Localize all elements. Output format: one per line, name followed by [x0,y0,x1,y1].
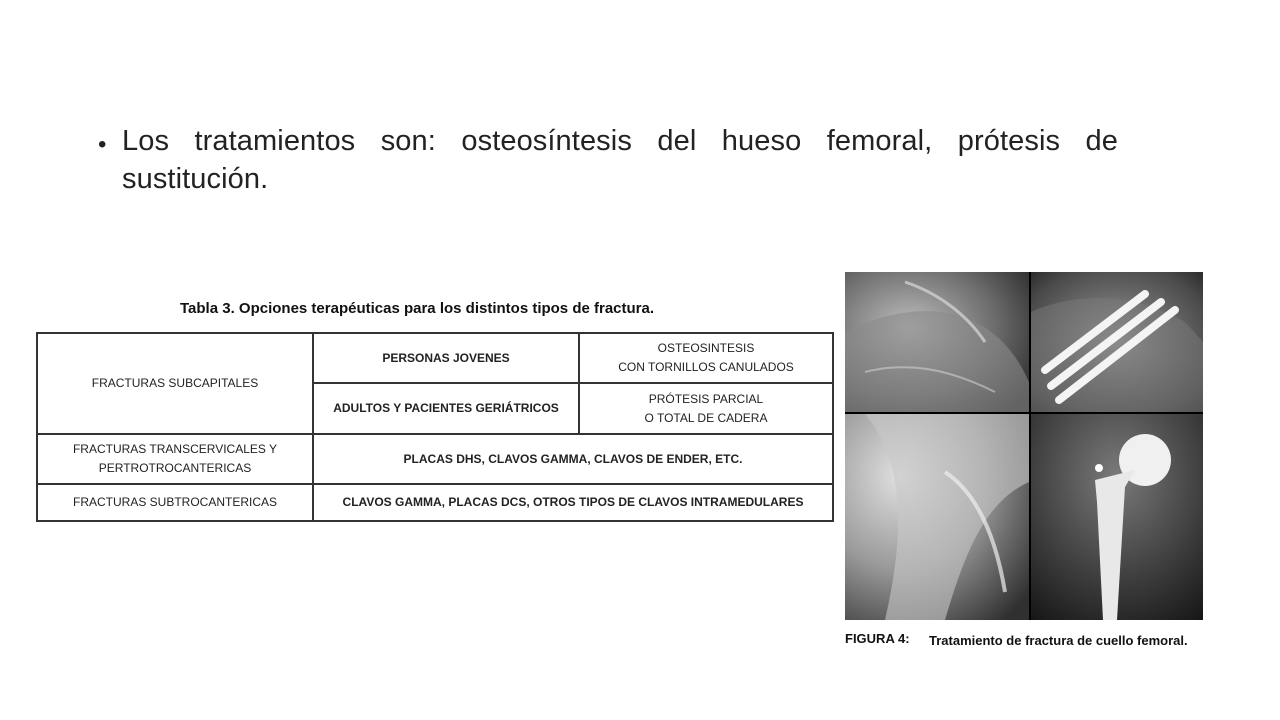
protesis-line-1: PRÓTESIS PARCIAL [648,391,764,406]
cell-subcapitales: FRACTURAS SUBCAPITALES [37,333,313,434]
table-title: Tabla 3. Opciones terapéuticas para los distintos tipos de fractura. [180,300,655,317]
protesis-line-2: O TOTAL DE CADERA [644,410,768,425]
xray-panels [845,272,1203,620]
cell-osteosintesis [579,333,833,383]
bullet-dot: • [98,131,107,158]
osteosintesis-line-1: OSTEOSINTESIS [657,341,755,355]
cell-adultos: ADULTOS Y PACIENTES GERIÁTRICOS [313,383,579,434]
figure-caption-text: Tratamiento de fractura de cuello femoral. [929,633,1188,648]
cell-placas-dhs: PLACAS DHS, CLAVOS GAMMA, CLAVOS DE ENDER, ETC. [313,434,833,484]
cell-protesis [579,383,833,434]
xray-panel-screws [1031,272,1203,412]
table-row [37,484,833,521]
cell-jovenes: PERSONAS JOVENES [313,333,579,383]
figure-label: FIGURA 4: [845,631,910,646]
xray-figure [845,272,1203,620]
bullet-text: Los tratamientos son: osteosíntesis del hueso femoral, prótesis de sustitución. [122,125,1118,195]
cell-clavos-gamma: CLAVOS GAMMA, PLACAS DCS, OTROS TIPOS DE CLAVOS INTRAMEDULARES [313,484,833,521]
xray-panel-prosthesis [1031,414,1203,620]
xray-panel-fracture [845,272,1029,412]
xray-panel-hip [845,414,1029,620]
bullet-point [98,122,1118,198]
transcervicales-line-1: FRACTURAS TRANSCERVICALES Y [72,442,278,456]
cell-transcervicales [37,434,313,484]
transcervicales-line-2: PERTROTROCANTERICAS [98,461,252,475]
table-row [37,434,833,484]
osteosintesis-line-2: CON TORNILLOS CANULADOS [618,360,794,374]
cell-subtrocantericas: FRACTURAS SUBTROCANTERICAS [37,484,313,521]
table-row [37,333,833,383]
treatment-table [36,332,834,522]
